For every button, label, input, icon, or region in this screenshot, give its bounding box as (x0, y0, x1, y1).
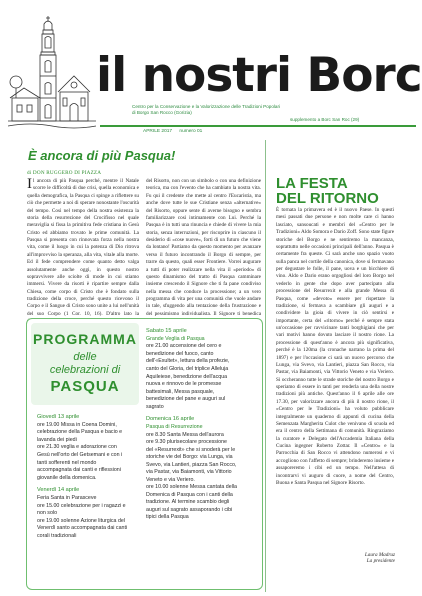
program-line: Gesù nell'orto del Getsemani e con i (37, 452, 123, 458)
program-line: lavanda dei piedi (37, 436, 77, 443)
program-line: canto del Gloria, del triplice Alleluja (146, 366, 229, 372)
left-article-byline: di DON RUGGERO DI PIAZZA (27, 170, 102, 176)
program-line: tipici della Pasqua (146, 514, 189, 521)
program-line: sagrato (146, 403, 164, 410)
supplement-note: supplemento a Borc San Roc (29) (290, 117, 360, 122)
program-box (26, 318, 263, 590)
signature (340, 552, 395, 564)
program-heading (31, 323, 139, 405)
program-line: corali tradizionali (37, 532, 77, 539)
masthead-title: il nostri Borc (96, 48, 422, 103)
dropcap: I (27, 176, 32, 192)
program-line: Domenica di Pasqua con i canti della (146, 491, 233, 498)
program-line: ore 9.30 plurisecolare processione (146, 439, 227, 446)
right-article-title (276, 176, 379, 207)
program-line: via Pastar, via Baiamonti, via Vittorio (146, 469, 232, 476)
program-line: tanti sofferenti nel mondo (37, 459, 97, 466)
left-article-title: È ancora di più Pasqua! (28, 148, 176, 163)
left-article-column-2: del Risorto, non con un simbolo o con una definizione teorica, ma con l'evento che ha cambiato la nostra vita. Fu qui il credente che mette al centro l'Eucaristia, ma anche dove tutte le sue Cristiane senza «alternative» del Risorto, oppure sente di averne bisogno e sembra familiarizzare così intimamente con Lui. Perché la Pasqua è in tutti una rinuncia e chiede di vivere la mia storia, senza interruzioni, per riscoprire in ciascuno il desiderio di «cose nuove», forti di un futuro che viene da lontano! Partiamo da questo momento per avanzare verso il futuro incontrando il Borgo di sempre, per trarre da questo, quali esser Frontiere. Vorrei augurare a tutti di poter realizzare nella vita il «periodo» di questo dinamismo del tratto di Pasqua camminare insieme crescendo il Signore che ti fa pane condiviso nella messa che conduce la processione; a un vero programma di vita per una comunità che vuole andare in tale, sfuggendo alla tentazione della frustrazione e del pessimismo individualista. Il Signore ti benedica (146, 178, 261, 317)
program-line: benedizione del pane e auguri sul (146, 396, 226, 403)
right-title-line-1: LA FESTA (276, 175, 348, 192)
right-title-line-2: DEL RITORNO (276, 190, 379, 208)
signature-role: La presidente (366, 558, 395, 564)
church-bell-tower-illustration (8, 14, 96, 132)
header-divider (100, 125, 416, 127)
left-article-col1-text: l ancora di più Pasqua perché, mentre il Natale scorre le difficoltà di due crisi, quella economica e quella demografica, la Pasqua ci spinge a riflettere su ciò che permette a noi di sperare nonostante l'oscurità del tempo. Così nel tempo della nostra esistenza la storia della resurrezione del Crocifisso nel quale meraviglia si fissa la primitiva fede cristiana in Gesù Cristo ed abbiamo trovato le prime comunità. La Pasqua si presenta con rinnovata forza nella nostra vita, come il luogo in cui la potenza di Dio ritrova all'improvviso la speranza, alla vita, vitale alla morte. Ed il fede comprendere come quanto detto valga assolutamente anche oggi, in questo nostro sopravvivere alle sciolte di mode in cui stiamo immersi. Vivere da risorti è ripartire sempre dalla Chiesa, come corpo di Cristo che è fondato sulla tradizione della croce, perché questo ricevono il Corpo e il Sangue di Cristo sono unite a lui nell'unità del suo Corpo (1 Cor. 10, 16). D'altro lato la (27, 178, 139, 317)
program-line: benedizione del fuoco, canto (146, 350, 214, 357)
program-line: dell'«Exultet», lettura della profezie, (146, 358, 230, 365)
program-line: nuova e rinnovo de le promesse (146, 381, 222, 388)
program-line: del «Resurrexit» che si snoderà per le (146, 446, 236, 453)
program-day: Venerdì 14 aprile (37, 487, 80, 494)
right-article-body: È tornata la primavera ed è il nuovo Paese. In questi mesi passati due persone e non molte care ci hanno lasciato, sansoucati e membri del «Centro per le Tradizioni» Aldo Somora e Dario Zoff. Sono state figure storiche del Borgo e ne sentiremo la mancanza, soprattutto nelle occasioni principali dell'anno. Pasqua è certamente fra queste. Ci sarà anche uno spazio vuoto sulla panca nel cortile della canonica, dove si fermavano per degustare le folle, il pane, uova e un bicchiere di vino. Aldo e Dario erano orgogliosi del loro Borgo nel vederlo in gente che dopo aver partecipato alla processione del Resurrexit e alla grande Messa di Pasqua, come «devoto» essere per rispettare la tradizione, si fermava a scambiare gli auguri e a condividere la gioia di vivere in ciò sentirsi e importante, certa del «ritorno» perché è sempre stata un'occasione per ravvicinare tanti borghigiani che per vari motivi hanno dovuto lasciare il nostro rione. La processione di quest'anno è ancora più significativa, perché è la 120ma (la cronache narrano la prima del 1897) e per l'occasione ci sarà un nuovo percorso che Lunga, via Svevo, via Lantieri, piazza San Rocco, via Pastar, via Baiamonti, via Vittorio Veneto e via Veriero. Si occheranno tutte le strade storiche del nostro Borgo e speriamo di essere in tanti per renderla una della nostre tradizioni più antiche. Quest'anno il 6 aprile alle ore 17.30, per valorizzare ancora di più il nostro rione, il «Centro per le Tradizioni» ha voluto pubblicare integralmente un quaderno di appunti di cucina della Semenzata Margherita Culot che venivano di scuola ed era il centro della Settimana di comunità. Ringraziamo la curatore e Delegato dell'Accademia Italiana della Cucina ingegner Roberto Zottar. Il «Centro» e la Parrocchia di San Rocco vi attendono numerosi e vi accogliono con l'affetto di sempre; brinderemo insieme e assaporeremo i cibi ed un tempo. Nell'attesa di incontrarvi vi auguro di cuore, a nome del Centro, Buona e Santa Pasqua nel Signore Risorto. (276, 207, 394, 486)
program-left-column (37, 414, 141, 540)
program-heading-line-3: PASQUA (50, 378, 120, 395)
program-line: ore 15.00 celebrazione per i ragazzi e (37, 502, 126, 509)
program-line: ore 10.00 solenne Messa cantata della (146, 484, 237, 491)
program-line: celebrazione della Pasqua e bacio e (37, 429, 123, 436)
masthead-tagline: Centro per la Conservazione e la Valorizzazione delle Tradizioni Popolari di Borgo San Rocco (Gorizia) (132, 104, 281, 115)
program-heading-line-1: PROGRAMMA (33, 331, 137, 347)
program-line: giovanile della domenica. (37, 474, 97, 481)
program-line: Veneto e via Veriero. (146, 476, 195, 483)
program-day: Domenica 16 aprile (146, 416, 195, 423)
program-line: battesimali, Messa pasquale, (146, 388, 215, 395)
program-line: Venerdì santo accompagnata dai canti (37, 525, 128, 532)
issue-number: numero 01 (179, 129, 203, 134)
left-article-column-1 (27, 178, 139, 333)
program-line: Aquileiese, benedizione dell'acqua (146, 373, 228, 380)
program-line: storiche vie del Borgo: via Lunga, via (146, 454, 233, 461)
program-day: Giovedì 13 aprile (37, 414, 80, 420)
program-line: ore 21.30 veglia e adorazione con (37, 444, 117, 451)
signature-name: Laura Madruz (364, 552, 395, 558)
program-line: ore 21.00 accensione del cero e (146, 343, 222, 350)
program-right-column (146, 328, 259, 522)
program-day: Sabato 15 aprile (146, 328, 187, 334)
program-line: Svevo, via Lantieri, piazza San Rocco, (146, 461, 237, 468)
column-divider (265, 140, 266, 592)
program-heading-line-2: delle celebrazioni di (49, 351, 121, 377)
program-line: ore 19.00 solenne Azione liturgica del (37, 517, 126, 524)
program-event-title: Grande Veglia di Pasqua (146, 335, 205, 342)
program-line: accompagnata dai canti e riflessioni (37, 467, 121, 474)
program-line: ore 19.00 Missa in Coena Domini, (37, 421, 117, 428)
program-line: Feria Santa in Parasceve (37, 495, 97, 501)
issue-info (143, 129, 208, 134)
program-line: ore 8.30 Santa Messa dell'aurora (146, 431, 224, 438)
program-line: auguri sul sagrato assaporando i cibi (146, 506, 233, 513)
program-event-title: Pasqua di Resurrezione (146, 424, 203, 431)
issue-date: APRILE 2017 (143, 129, 173, 134)
program-line: non solo (37, 510, 58, 517)
program-line: tradizione. Al termine scambio degli (146, 499, 230, 506)
